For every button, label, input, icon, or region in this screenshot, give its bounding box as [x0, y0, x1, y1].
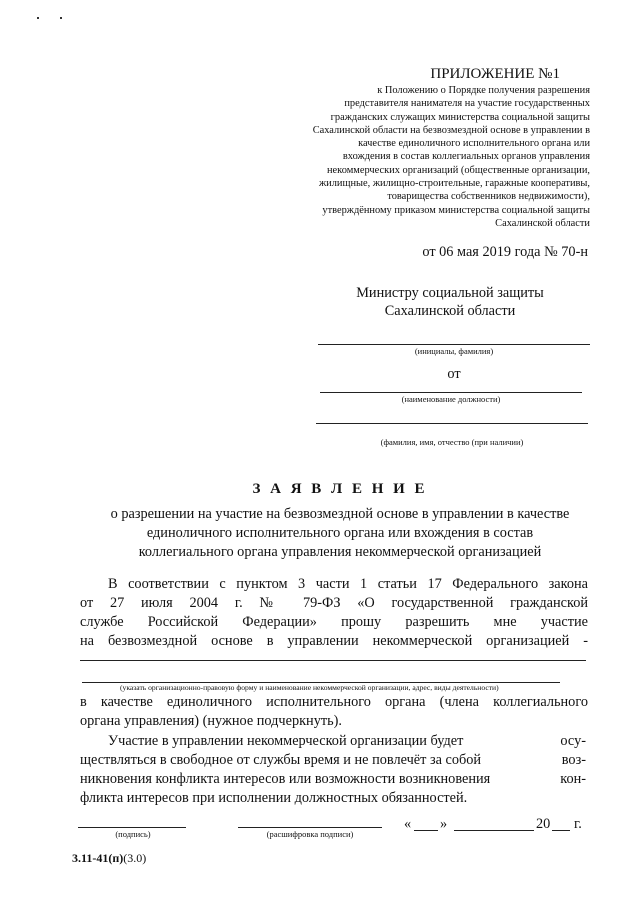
month-blank-line[interactable]	[454, 830, 534, 831]
subtitle-line: о разрешении на участие на безвозмездной основе в управлении в качестве	[110, 506, 570, 522]
appendix-line: представителя нанимателя на участие государственных	[344, 98, 590, 110]
order-date: от 06 мая 2019 года № 70-н	[422, 244, 588, 260]
scan-speck	[60, 17, 62, 19]
subtitle-line: коллегиального органа управления некоммерческой организацией	[138, 544, 542, 560]
appendix-line: к Положению о Порядке получения разрешения	[377, 85, 590, 96]
appendix-line: некоммерческих организаций (общественные организации,	[327, 164, 590, 176]
date-field	[404, 816, 590, 836]
form-code-version: (3.0)	[123, 851, 147, 865]
decoding-label: (расшифровка подписи)	[266, 829, 354, 839]
position-label: (наименование должности)	[401, 394, 501, 404]
appendix-line: гражданских служащих министерства социальной защиты	[330, 111, 590, 123]
appendix-title: ПРИЛОЖЕНИЕ №1	[430, 66, 560, 82]
addressee-block	[330, 284, 570, 320]
para3-hyphen: кон-	[560, 771, 586, 787]
subtitle-line: единоличного исполнительного органа или вхождения в состав	[146, 525, 534, 541]
para3-line: ществляться в свободное от службы время и не повлечёт за собой	[80, 752, 482, 768]
appendix-line: утверждённому приказом министерства социальной защиты	[322, 204, 590, 216]
paragraph-conflict	[80, 732, 520, 808]
form-code-bold: 3.11-41(п)	[72, 851, 124, 865]
initials-label: (инициалы, фамилия)	[414, 346, 494, 356]
para1-line: В соответствии с пунктом 3 части 1 статьи 17 Федерального закона	[108, 576, 588, 592]
organization-blank-line-1[interactable]	[80, 660, 586, 661]
scan-speck	[37, 17, 39, 19]
year-blank-line[interactable]	[552, 830, 570, 831]
addressee-line2: Сахалинской области	[384, 303, 516, 319]
para3-line: Участие в управлении некоммерческой организации будет	[108, 733, 464, 749]
day-blank-line[interactable]	[414, 830, 438, 831]
appendix-line: качестве единоличного исполнительного органа или	[358, 138, 590, 150]
para3-line: никновения конфликта интересов или возможности возникновения	[80, 771, 491, 787]
appendix-line: Сахалинской области	[495, 217, 590, 229]
position-blank-line[interactable]	[320, 392, 582, 393]
initials-blank-line[interactable]	[318, 344, 590, 345]
para2-line: органа управления) (нужное подчеркнуть).	[80, 713, 342, 729]
appendix-line: жилищные, жилищно-строительные, гаражные кооперативы,	[318, 178, 590, 190]
para1-line: от 27 июля 2004 г. № 79-ФЗ «О государственной гражданской	[80, 595, 588, 611]
form-code	[72, 851, 146, 866]
paragraph-request	[80, 575, 588, 651]
decoding-blank-line[interactable]	[238, 827, 382, 828]
appendix-line: вхождения в состав коллегиальных органов управления	[342, 151, 590, 163]
para1-line: на безвозмездной основе в управлении некоммерческой организацией -	[80, 633, 588, 649]
year-prefix: 20	[536, 816, 551, 832]
para2-line: в качестве единоличного исполнительного органа (члена коллегиального	[80, 694, 588, 710]
fullname-label: (фамилия, имя, отчество (при наличии)	[380, 437, 524, 447]
para3-line: фликта интересов при исполнении должностных обязанностей.	[80, 790, 468, 806]
statement-subtitle	[60, 505, 620, 562]
paragraph-conflict-hyphens	[530, 732, 586, 789]
year-suffix: г.	[574, 816, 582, 832]
date-close-quote: »	[440, 816, 448, 832]
para3-hyphen: воз-	[561, 752, 586, 768]
organization-label: (указать организационно-правовую форму и наименование некоммерческой организации, адрес, виды деятельности)	[120, 683, 499, 692]
fullname-blank-line[interactable]	[316, 423, 588, 424]
signature-blank-line[interactable]	[78, 827, 186, 828]
statement-title: З А Я В Л Е Н И Е	[252, 481, 428, 497]
date-open-quote: «	[404, 816, 412, 832]
from-word: от	[447, 366, 461, 382]
para1-line: службе Российской Федерации» прошу разрешить мне участие	[80, 614, 588, 630]
para3-hyphen: осу-	[560, 733, 586, 749]
appendix-line: товарищества собственников недвижимости),	[387, 191, 590, 203]
paragraph-role	[80, 693, 588, 731]
appendix-line: Сахалинской области на безвозмездной основе в управлении в	[312, 124, 590, 136]
appendix-description	[240, 84, 590, 230]
addressee-line1: Министру социальной защиты	[356, 285, 544, 301]
signature-label: (подпись)	[115, 829, 151, 839]
